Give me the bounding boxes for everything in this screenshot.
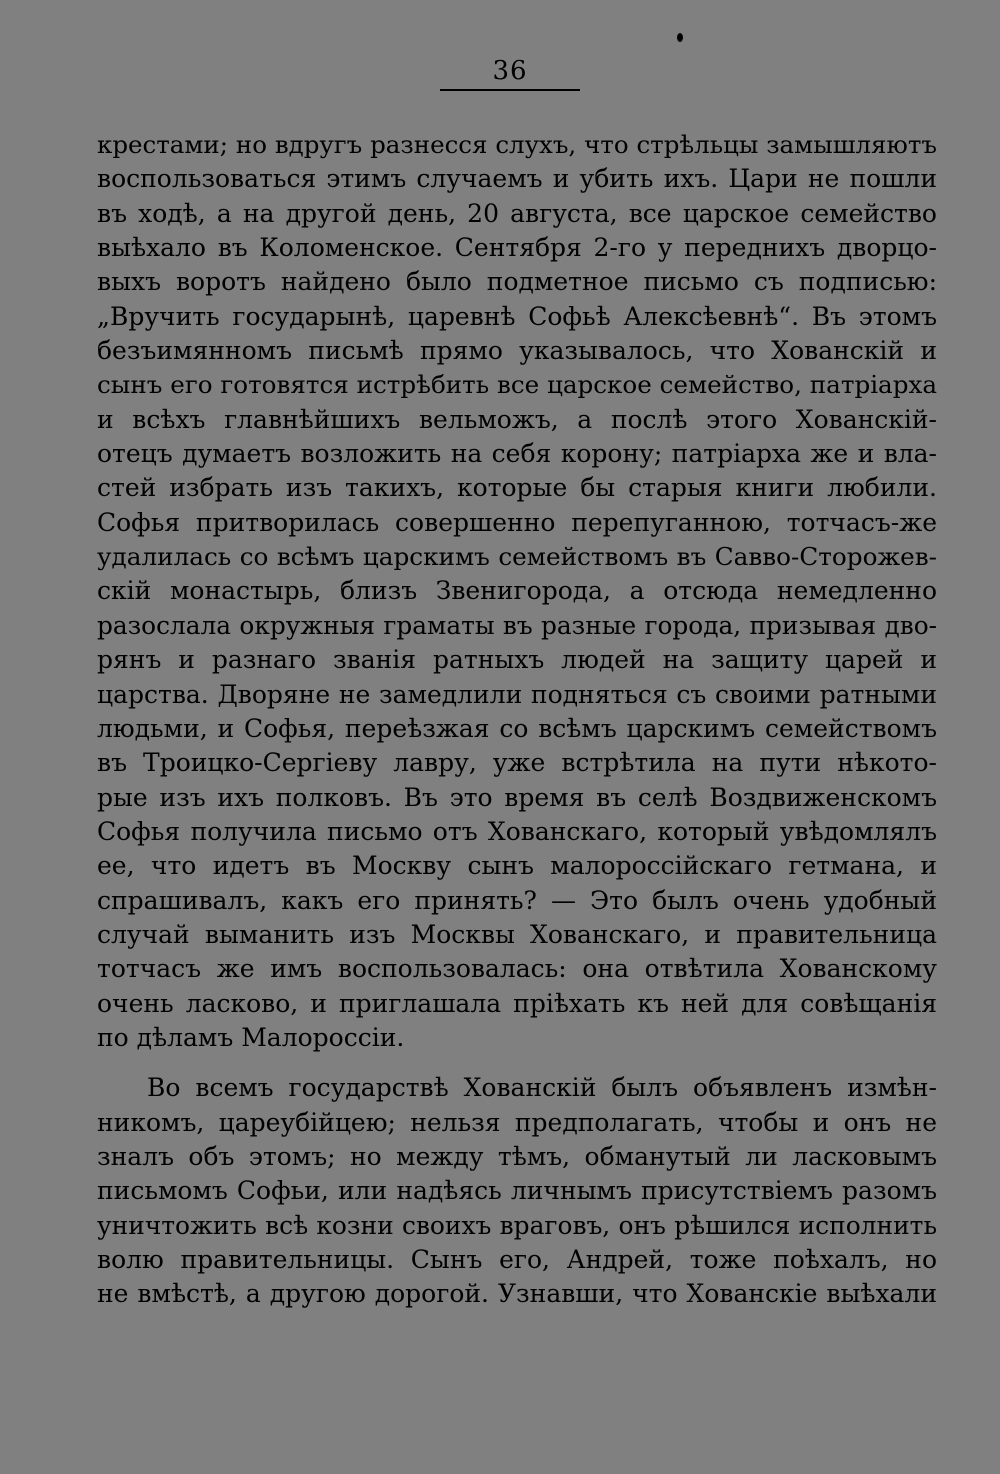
text-line: царства. Дворяне не замедлили подняться съ своими ратными: [97, 679, 937, 709]
page-number: 36: [492, 56, 528, 86]
text-line: безъимянномъ письмѣ прямо указывалось, что Хованскій и: [97, 336, 937, 366]
text-line: по дѣламъ Малороссіи.: [97, 1022, 405, 1052]
text-line: спрашивалъ, какъ его принять? — Это былъ очень удобный: [97, 885, 937, 915]
text-line: удалилась со всѣмъ царскимъ семействомъ въ Савво-Сторожев-: [97, 542, 937, 572]
text-line: разослала окружныя граматы въ разные города, призывая дво-: [97, 610, 937, 640]
text-line: и всѣхъ главнѣйшихъ вельможъ, а послѣ этого Хованскій-: [97, 404, 937, 434]
paragraph-gap: [97, 1055, 937, 1071]
paragraph: [97, 128, 937, 1055]
header-rule: [440, 89, 580, 91]
text-line: письмомъ Софьи, или надѣясь личнымъ присутствіемъ разомъ: [97, 1176, 937, 1206]
text-line: въ ходѣ, а на другой день, 20 августа, все царское семейство: [97, 198, 937, 228]
text-line: въ Троицко-Сергіеву лавру, уже встрѣтила на пути нѣкото-: [97, 748, 937, 778]
text-line: зналъ объ этомъ; но между тѣмъ, обманутый ли ласковымъ: [97, 1141, 937, 1171]
text-line: случай выманить изъ Москвы Хованскаго, и правительница: [97, 919, 937, 949]
text-line: сынъ его готовятся истрѣбить все царское семейство, патріарха: [97, 370, 937, 400]
paragraph: [97, 1071, 937, 1311]
text-line: не вмѣстѣ, а другою дорогой. Узнавши, что Хованскіе выѣхали: [97, 1279, 937, 1309]
text-line: Софья получила письмо отъ Хованскаго, который увѣдомлялъ: [97, 816, 937, 846]
text-line: уничтожить всѣ козни своихъ враговъ, онъ рѣшился исполнить: [97, 1210, 937, 1240]
body-text: [97, 128, 937, 1312]
text-line: Софья притворилась совершенно перепуганною, тотчасъ-же: [97, 507, 937, 537]
page-header: [440, 56, 580, 86]
text-line: никомъ, цареубійцею; нельзя предполагать, чтобы и онъ не: [97, 1107, 937, 1137]
text-line: воспользоваться этимъ случаемъ и убить ихъ. Цари не пошли: [97, 164, 937, 194]
text-line: людьми, и Софья, переѣзжая со всѣмъ царскимъ семействомъ: [97, 713, 937, 743]
text-line: ее, что идетъ въ Москву сынъ малороссійскаго гетмана, и: [97, 851, 937, 881]
text-line: очень ласково, и приглашала пріѣхать къ ней для совѣщанія: [97, 988, 937, 1018]
text-line: рянъ и разнаго званія ратныхъ людей на защиту царей и: [97, 645, 937, 675]
text-line: „Вручить государынѣ, царевнѣ Софьѣ Алексѣевнѣ“. Въ этомъ: [97, 301, 937, 331]
text-line: Во всемъ государствѣ Хованскій былъ объявленъ измѣн-: [147, 1073, 937, 1103]
text-line: стей избрать изъ такихъ, которые бы старыя книги любили.: [97, 473, 937, 503]
text-line: выѣхало въ Коломенское. Сентября 2-го у переднихъ дворцо-: [97, 233, 937, 263]
text-line: отецъ думаетъ возложить на себя корону; патріарха же и вла-: [97, 439, 937, 469]
text-line: выхъ воротъ найдено было подметное письмо съ подписью:: [97, 267, 937, 297]
print-speck-icon: [677, 33, 683, 42]
text-line: крестами; но вдругъ разнесся слухъ, что стрѣльцы замышляютъ: [97, 130, 937, 159]
text-line: скій монастырь, близъ Звенигорода, а отсюда немедленно: [97, 576, 937, 606]
text-line: волю правительницы. Сынъ его, Андрей, тоже поѣхалъ, но: [97, 1245, 937, 1274]
text-line: рые изъ ихъ полковъ. Въ это время въ селѣ Воздвиженскомъ: [97, 782, 937, 812]
text-line: тотчасъ же имъ воспользовалась: она отвѣтила Хованскому: [97, 954, 937, 984]
